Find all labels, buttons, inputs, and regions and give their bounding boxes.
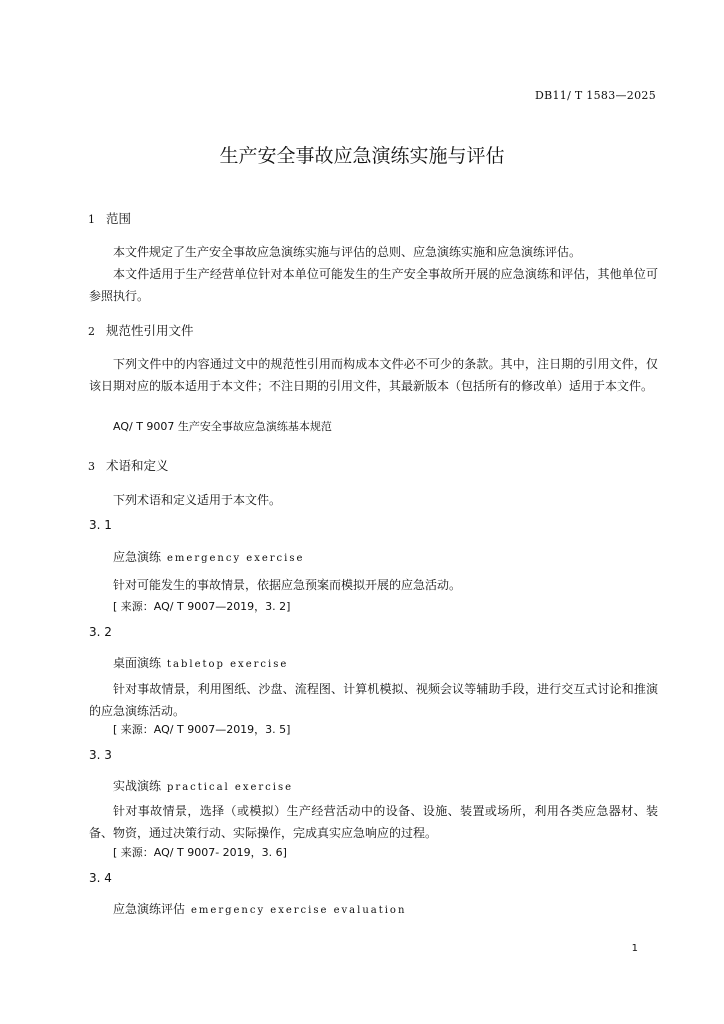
term-number: 3. 1	[89, 518, 112, 532]
term-heading	[113, 777, 293, 794]
section-heading-normative-references	[88, 321, 194, 339]
reference-item: AQ/ T 9007 生产安全事故应急演练基本规范	[113, 420, 332, 433]
term-en: practical exercise	[167, 782, 294, 793]
section-title: 规范性引用文件	[106, 323, 194, 338]
section-heading-terms	[88, 456, 169, 474]
term-source: [ 来源：AQ/ T 9007—2019，3. 2]	[113, 600, 291, 613]
section-number: 3	[88, 460, 95, 473]
term-zh: 实战演练	[113, 779, 162, 793]
scope-paragraph-1: 本文件规定了生产安全事故应急演练实施与评估的总则、应急演练实施和应急演练评估。	[113, 245, 582, 259]
term-en: emergency exercise evaluation	[191, 905, 407, 916]
term-source: [ 来源：AQ/ T 9007—2019，3. 5]	[113, 723, 291, 736]
document-code: DB11/ T 1583—2025	[534, 89, 656, 102]
references-paragraph: 下列文件中的内容通过文中的规范性引用而构成本文件必不可少的条款。其中，注日期的引用文件，仅该日期对应的版本适用于本文件；不注日期的引用文件，其最新版本（包括所有的修改单）适用于本文件。	[89, 357, 658, 393]
document-title: 生产安全事故应急演练实施与评估	[219, 145, 505, 167]
term-en: emergency exercise	[167, 553, 305, 564]
term-definition: 针对可能发生的事故情景，依据应急预案而模拟开展的应急活动。	[113, 578, 462, 592]
section-number: 1	[88, 213, 95, 226]
scope-paragraph-2: 本文件适用于生产经营单位针对本单位可能发生的生产安全事故所开展的应急演练和评估，其他单位可参照执行。	[89, 267, 658, 303]
terms-intro: 下列术语和定义适用于本文件。	[113, 493, 282, 507]
term-number: 3. 2	[89, 625, 112, 639]
term-zh: 桌面演练	[113, 656, 162, 670]
term-heading	[113, 654, 288, 671]
term-number: 3. 4	[89, 871, 112, 885]
term-zh: 应急演练	[113, 550, 162, 564]
term-definition: 针对事故情景，选择（或模拟）生产经营活动中的设备、设施、装置或场所，利用各类应急器材、装备、物资，通过决策行动、实际操作，完成真实应急响应的过程。	[89, 804, 658, 840]
term-source: [ 来源：AQ/ T 9007- 2019，3. 6]	[113, 846, 287, 859]
term-number: 3. 3	[89, 748, 112, 762]
section-title: 范围	[106, 211, 132, 226]
section-title: 术语和定义	[106, 458, 169, 473]
section-number: 2	[88, 325, 95, 338]
term-heading	[113, 548, 304, 565]
page-number: 1	[631, 943, 638, 954]
term-zh: 应急演练评估	[113, 902, 186, 916]
section-heading-scope	[88, 209, 131, 227]
term-heading	[113, 900, 406, 917]
term-en: tabletop exercise	[167, 659, 289, 670]
term-definition: 针对事故情景，利用图纸、沙盘、流程图、计算机模拟、视频会议等辅助手段，进行交互式讨论和推演的应急演练活动。	[89, 682, 658, 718]
